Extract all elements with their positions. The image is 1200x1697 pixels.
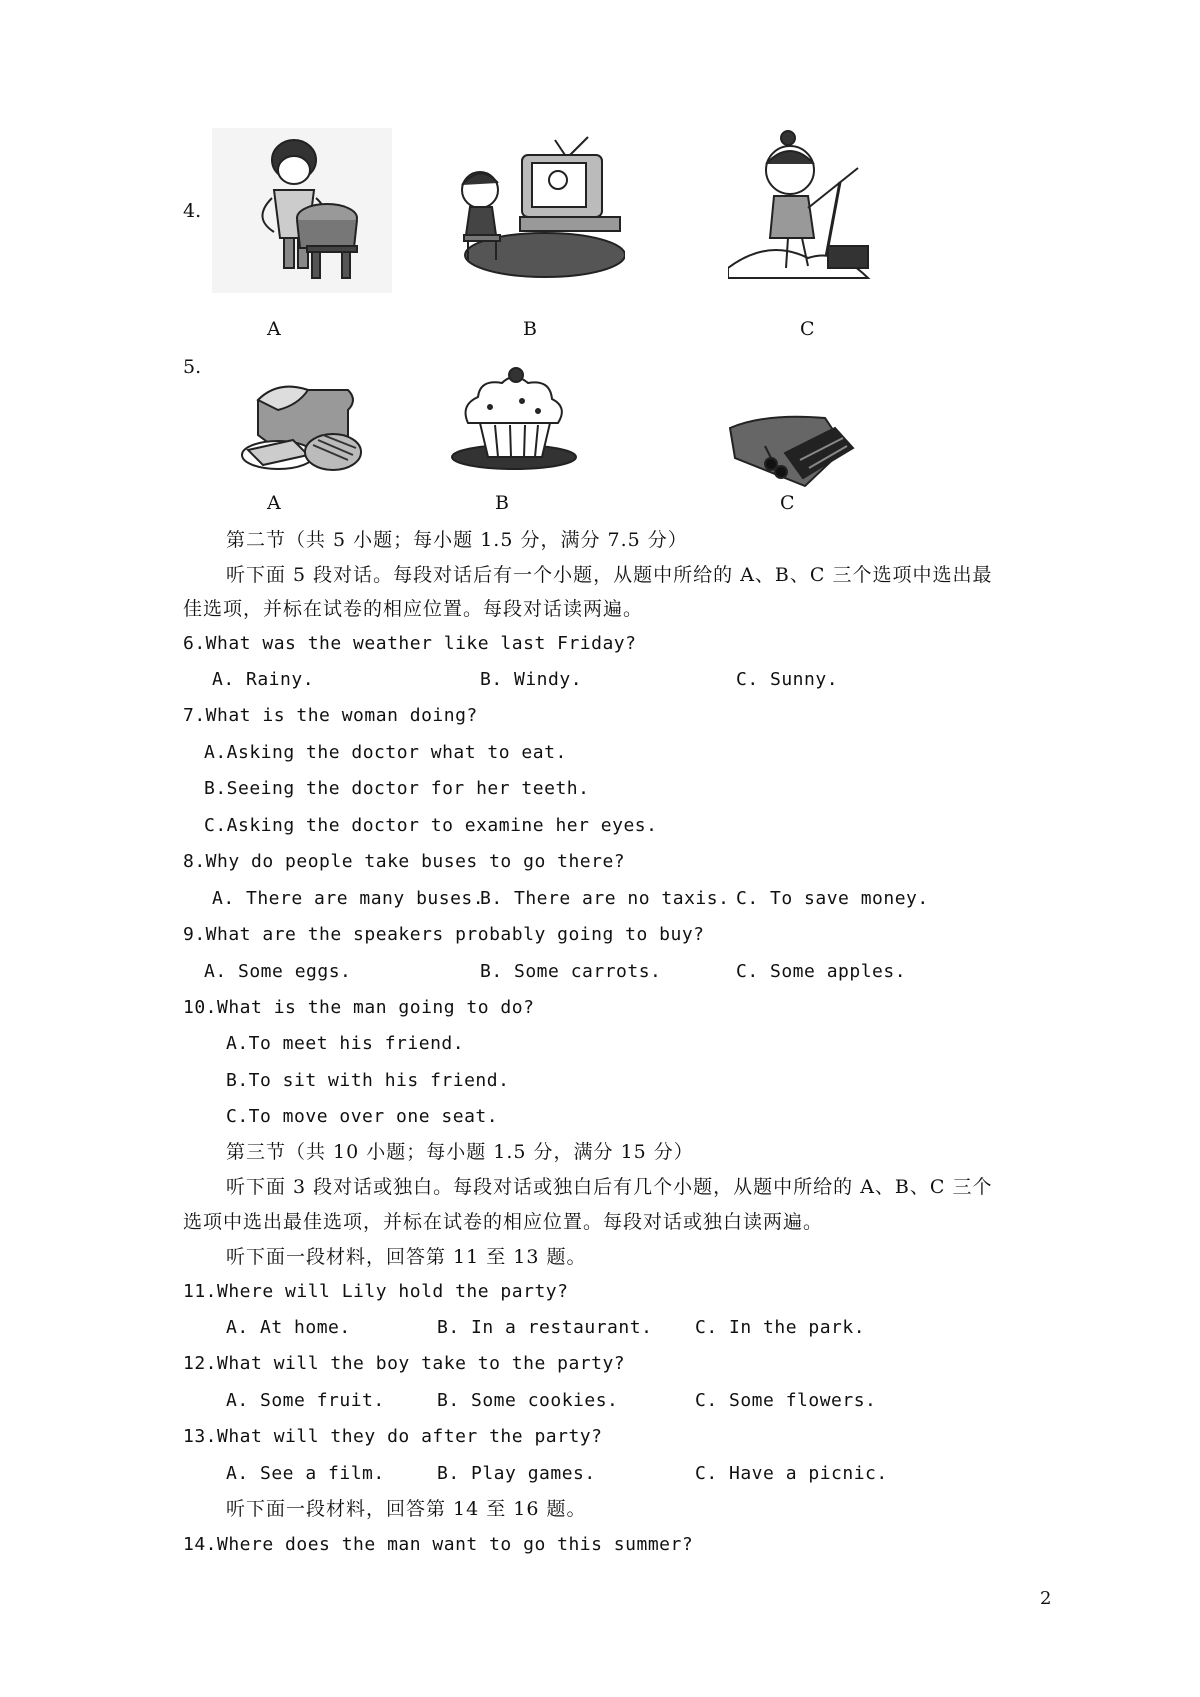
q8-option-c: C. To save money. (736, 888, 929, 909)
q10-option-a: A.To meet his friend. (226, 1033, 465, 1054)
q8-option-b: B. There are no taxis. (480, 888, 730, 909)
section2-instruction-line2: 佳选项，并标在试卷的相应位置。每段对话读两遍。 (183, 598, 644, 620)
q5-label-b: B (495, 492, 509, 514)
q13-text: 13.What will they do after the party? (183, 1426, 603, 1447)
q13-option-a: A. See a film. (226, 1463, 385, 1484)
q11-option-b: B. In a restaurant. (437, 1317, 653, 1338)
page-number: 2 (1040, 1588, 1052, 1609)
q6-option-c: C. Sunny. (736, 669, 839, 690)
section3-instruction-line1: 听下面 3 段对话或独白。每段对话或独白后有几个小题，从题中所给的 A、B、C 三个 (226, 1176, 993, 1198)
q10-option-b: B.To sit with his friend. (226, 1070, 510, 1091)
q6-option-a: A. Rainy. (212, 669, 315, 690)
q11-option-c: C. In the park. (695, 1317, 866, 1338)
girl-watching-tv-icon (450, 135, 625, 280)
section3-title: 第三节（共 10 小题；每小题 1.5 分，满分 15 分） (226, 1141, 694, 1163)
q6-text: 6.What was the weather like last Friday? (183, 633, 637, 654)
cake-icon (450, 365, 578, 470)
q5-number: 5. (183, 356, 202, 378)
q5-label-c: C (780, 492, 795, 514)
q9-text: 9.What are the speakers probably going to buy? (183, 924, 705, 945)
q5-label-a: A (267, 492, 281, 514)
q14-text: 14.Where does the man want to go this summer? (183, 1534, 694, 1555)
q10-text: 10.What is the man going to do? (183, 997, 535, 1018)
q8-text: 8.Why do people take buses to go there? (183, 851, 626, 872)
q7-option-b: B.Seeing the doctor for her teeth. (204, 778, 590, 799)
bread-icon (238, 380, 363, 475)
section2-instruction-line1: 听下面 5 段对话。每段对话后有一个小题，从题中所给的 A、B、C 三个选项中选出最 (226, 564, 993, 586)
q12-option-b: B. Some cookies. (437, 1390, 619, 1411)
chocolate-icon (725, 408, 855, 488)
section2-title: 第二节（共 5 小题；每小题 1.5 分，满分 7.5 分） (226, 529, 688, 551)
section3-instruction-line2: 选项中选出最佳选项，并标在试卷的相应位置。每段对话或独白读两遍。 (183, 1211, 824, 1233)
q7-option-a: A.Asking the doctor what to eat. (204, 742, 567, 763)
girl-washing-clothes-icon (212, 128, 392, 293)
q8-option-a: A. There are many buses. (212, 888, 485, 909)
section3-group2-instruction: 听下面一段材料，回答第 14 至 16 题。 (226, 1498, 587, 1520)
q12-text: 12.What will the boy take to the party? (183, 1353, 626, 1374)
q7-option-c: C.Asking the doctor to examine her eyes. (204, 815, 658, 836)
q10-option-c: C.To move over one seat. (226, 1106, 499, 1127)
q4-number: 4. (183, 200, 202, 222)
q9-option-a: A. Some eggs. (204, 961, 352, 982)
q9-option-c: C. Some apples. (736, 961, 907, 982)
q12-option-a: A. Some fruit. (226, 1390, 385, 1411)
q4-label-c: C (800, 318, 815, 340)
section3-group1-instruction: 听下面一段材料，回答第 11 至 13 题。 (226, 1246, 587, 1268)
q4-label-a: A (267, 318, 281, 340)
q11-option-a: A. At home. (226, 1317, 351, 1338)
q12-option-c: C. Some flowers. (695, 1390, 877, 1411)
q9-option-b: B. Some carrots. (480, 961, 662, 982)
q4-label-b: B (523, 318, 537, 340)
q7-text: 7.What is the woman doing? (183, 705, 478, 726)
girl-sweeping-snow-icon (728, 128, 903, 288)
q11-text: 11.Where will Lily hold the party? (183, 1281, 569, 1302)
q13-option-b: B. Play games. (437, 1463, 596, 1484)
q13-option-c: C. Have a picnic. (695, 1463, 888, 1484)
q6-option-b: B. Windy. (480, 669, 583, 690)
